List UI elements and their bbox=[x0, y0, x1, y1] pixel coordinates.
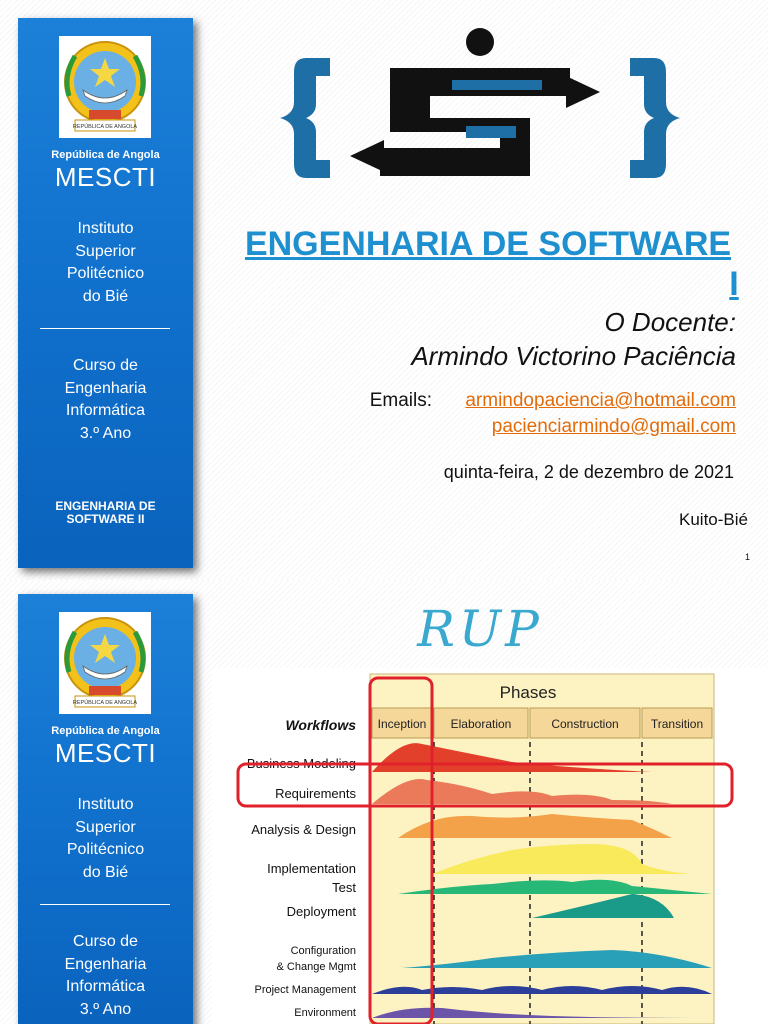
institute-name bbox=[18, 218, 193, 308]
course-line: Curso de bbox=[73, 357, 138, 374]
course-line: 3.º Ano bbox=[79, 424, 132, 442]
subject-line: SOFTWARE II bbox=[66, 512, 145, 526]
phase-label: Inception bbox=[377, 717, 427, 731]
institute-line: do Bié bbox=[82, 287, 129, 305]
institute-line: do Bié bbox=[82, 863, 129, 881]
crest-text: REPÚBLICA DE ANGOLA bbox=[72, 124, 138, 130]
presentation-date: quinta-feira, 2 de dezembro de 2021 bbox=[443, 462, 734, 482]
course-title: ENGENHARIA DE SOFTWARE bbox=[244, 225, 732, 263]
country-name: República de Angola bbox=[51, 725, 160, 737]
ministry-name: MESCTI bbox=[54, 162, 157, 192]
workflow-label: Analysis & Design bbox=[251, 822, 356, 837]
institute-line: Politécnico bbox=[66, 841, 145, 858]
sidebar-divider bbox=[40, 904, 170, 905]
crest-text: REPÚBLICA DE ANGOLA bbox=[72, 700, 138, 706]
institute-line: Politécnico bbox=[66, 265, 145, 282]
institute-line: Instituto bbox=[77, 796, 134, 813]
course-line: Informática bbox=[65, 402, 146, 419]
workflow-label: Configuration bbox=[290, 945, 356, 957]
course-line: Curso de bbox=[73, 933, 138, 950]
course-title-suffix: I bbox=[729, 265, 739, 303]
phases-title: Phases bbox=[499, 683, 557, 702]
workflow-label: Test bbox=[332, 880, 356, 895]
institute-line: Instituto bbox=[77, 220, 134, 237]
workflow-label: Implementation bbox=[267, 861, 356, 876]
slide-2 bbox=[0, 580, 768, 1024]
angola-coat-of-arms-icon bbox=[59, 612, 151, 714]
workflow-label: & Change Mgmt bbox=[276, 961, 356, 973]
country-name: República de Angola bbox=[51, 149, 160, 161]
sidebar-divider bbox=[40, 328, 170, 329]
phase-label: Transition bbox=[650, 717, 704, 731]
institute-line: Superior bbox=[75, 242, 136, 260]
docent-label: O Docente: bbox=[604, 307, 736, 337]
course-info bbox=[18, 931, 193, 1021]
slide-title: RUP bbox=[417, 600, 543, 658]
workflow-label: Deployment bbox=[286, 904, 356, 919]
institute-line: Superior bbox=[75, 818, 136, 836]
email-link-hotmail[interactable]: armindopaciencia@hotmail.com bbox=[465, 390, 736, 411]
workflow-label: Requirements bbox=[275, 786, 356, 801]
sidebar bbox=[18, 18, 193, 568]
angola-coat-of-arms-icon bbox=[59, 36, 151, 138]
workflow-label: Business Modeling bbox=[246, 756, 356, 771]
ministry-name: MESCTI bbox=[54, 738, 157, 768]
phase-label: Construction bbox=[551, 717, 619, 731]
phase-label: Elaboration bbox=[450, 717, 512, 731]
course-line: 3.º Ano bbox=[79, 1000, 132, 1018]
rup-phases-diagram bbox=[212, 668, 768, 1024]
workflow-label: Environment bbox=[294, 1007, 356, 1019]
course-line: Informática bbox=[65, 978, 146, 995]
course-line: Engenharia bbox=[64, 955, 147, 973]
docent-name: Armindo Victorino Paciência bbox=[411, 341, 736, 371]
workflow-label: Project Management bbox=[254, 984, 356, 996]
software-engineering-logo-icon bbox=[270, 28, 690, 208]
workflows-label: Workflows bbox=[285, 717, 356, 733]
institute-name bbox=[18, 794, 193, 884]
subject-name bbox=[18, 500, 193, 526]
course-line: Engenharia bbox=[64, 379, 147, 397]
location: Kuito-Bié bbox=[679, 510, 748, 529]
course-info bbox=[18, 355, 193, 445]
sidebar bbox=[18, 594, 193, 1024]
emails-label: Emails: bbox=[369, 390, 432, 411]
subject-line: ENGENHARIA DE bbox=[55, 499, 156, 513]
email-link-gmail[interactable]: pacienciarmindo@gmail.com bbox=[491, 416, 736, 437]
page-number: 1 bbox=[744, 552, 750, 562]
